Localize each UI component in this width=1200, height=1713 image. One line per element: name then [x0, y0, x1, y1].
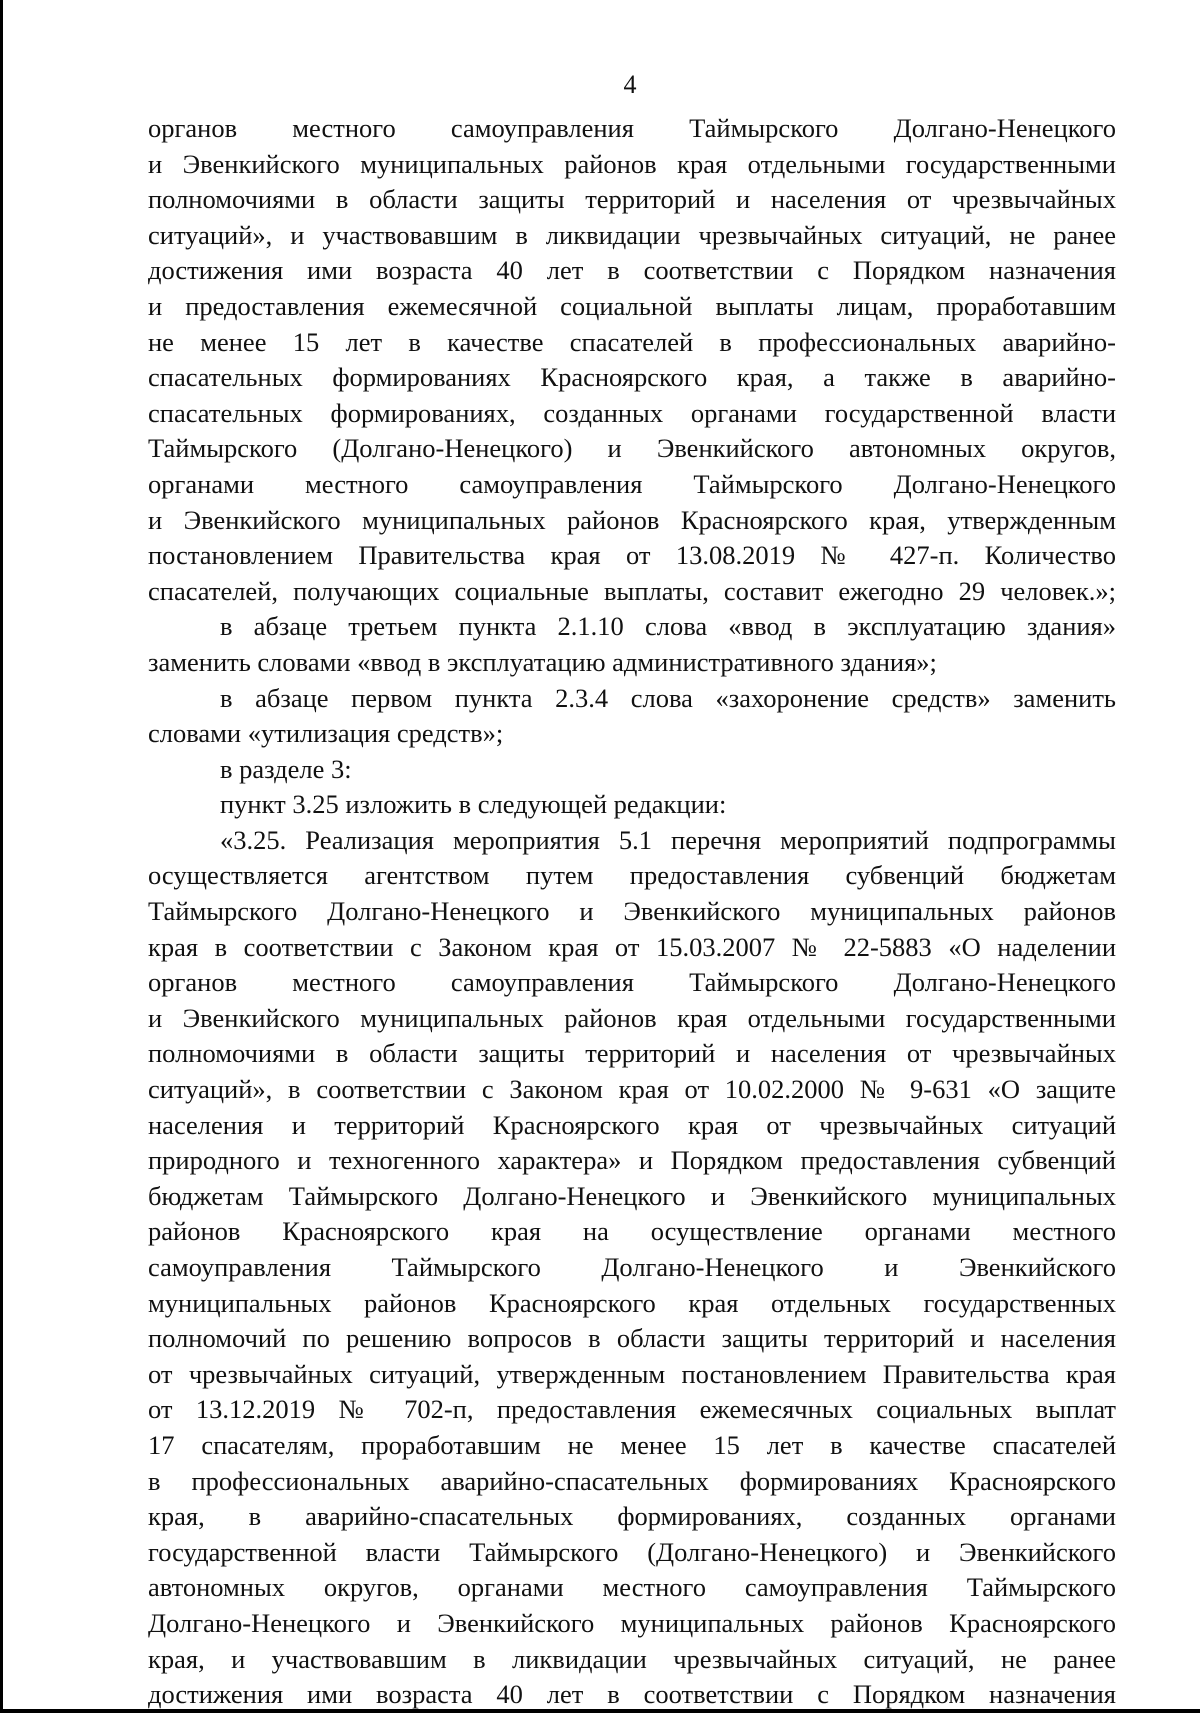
- text-line: края, в аварийно-спасательных формированиях, созданных органами: [148, 1501, 1116, 1532]
- text-line: и Эвенкийского муниципальных районов Красноярского края, утвержденным: [148, 504, 1116, 535]
- text-line: районов Красноярского края на осуществление органами местного: [148, 1216, 1116, 1247]
- text-line: органов местного самоуправления Таймырского Долгано-Ненецкого: [148, 113, 1116, 143]
- page-number: 4: [623, 70, 637, 99]
- text-line: постановлением Правительства края от 13.08.2019 № 427-п. Количество: [148, 540, 1116, 571]
- text-line: 17 спасателям, проработавшим не менее 15 лет в качестве спасателей: [148, 1429, 1116, 1460]
- text-line: и предоставления ежемесячной социальной выплаты лицам, проработавшим: [148, 290, 1116, 321]
- text-line: достижения ими возраста 40 лет в соответствии с Порядком назначения: [148, 255, 1116, 286]
- text-line: в абзаце третьем пункта 2.1.10 слова «ввод в эксплуатацию здания»: [220, 611, 1116, 642]
- text-line: и Эвенкийского муниципальных районов края отдельными государственными: [148, 148, 1116, 179]
- text-line: спасательных формированиях Красноярского края, а также в аварийно-: [148, 362, 1116, 393]
- text-line: ситуаций», и участвовавшим в ликвидации чрезвычайных ситуаций, не ранее: [148, 219, 1116, 250]
- text-line: в профессиональных аварийно-спасательных формированиях Красноярского: [148, 1465, 1116, 1496]
- text-line: в разделе 3:: [220, 753, 352, 784]
- text-line: полномочиями в области защиты территорий и населения от чрезвычайных: [148, 1038, 1116, 1069]
- text-line: ситуаций», в соответствии с Законом края от 10.02.2000 № 9-631 «О защите: [148, 1074, 1116, 1105]
- text-line: Таймырского Долгано-Ненецкого и Эвенкийского муниципальных районов: [148, 896, 1116, 927]
- text-line: от чрезвычайных ситуаций, утвержденным постановлением Правительства края: [148, 1358, 1116, 1389]
- text-line: «3.25. Реализация мероприятия 5.1 перечня мероприятий подпрограммы: [220, 824, 1116, 855]
- text-line: муниципальных районов Красноярского края отдельных государственных: [148, 1287, 1116, 1318]
- text-line: Таймырского (Долгано-Ненецкого) и Эвенкийского автономных округов,: [148, 433, 1116, 464]
- text-line: автономных округов, органами местного самоуправления Таймырского: [148, 1572, 1116, 1603]
- text-line: края, и участвовавшим в ликвидации чрезвычайных ситуаций, не ранее: [148, 1643, 1116, 1674]
- text-line: осуществляется агентством путем предоставления субвенций бюджетам: [148, 860, 1116, 891]
- text-line: в абзаце первом пункта 2.3.4 слова «захоронение средств» заменить: [220, 682, 1116, 713]
- text-line: от 13.12.2019 № 702-п, предоставления ежемесячных социальных выплат: [148, 1394, 1116, 1425]
- text-line: Долгано-Ненецкого и Эвенкийского муниципальных районов Красноярского: [148, 1607, 1116, 1638]
- text-line: достижения ими возраста 40 лет в соответствии с Порядком назначения: [148, 1679, 1116, 1710]
- text-line: не менее 15 лет в качестве спасателей в профессиональных аварийно-: [148, 326, 1116, 357]
- text-line: спасательных формированиях, созданных органами государственной власти: [148, 397, 1116, 428]
- text-line: органов местного самоуправления Таймырского Долгано-Ненецкого: [148, 967, 1116, 998]
- text-line: природного и техногенного характера» и Порядком предоставления субвенций: [148, 1145, 1116, 1176]
- text-line: заменить словами «ввод в эксплуатацию административного здания»;: [148, 646, 937, 677]
- text-line: пункт 3.25 изложить в следующей редакции:: [220, 789, 727, 820]
- text-line: полномочиями в области защиты территорий и населения от чрезвычайных: [148, 184, 1116, 215]
- text-line: населения и территорий Красноярского края от чрезвычайных ситуаций: [148, 1109, 1116, 1140]
- text-line: словами «утилизация средств»;: [148, 718, 504, 749]
- text-line: бюджетам Таймырского Долгано-Ненецкого и Эвенкийского муниципальных: [148, 1180, 1116, 1211]
- scan-left-edge: [0, 0, 3, 1713]
- document-body: [148, 111, 1116, 1713]
- text-line: полномочий по решению вопросов в области защиты территорий и населения: [148, 1323, 1116, 1354]
- text-line: государственной власти Таймырского (Долгано-Ненецкого) и Эвенкийского: [148, 1536, 1116, 1567]
- text-line: края в соответствии с Законом края от 15.03.2007 № 22-5883 «О наделении: [148, 931, 1116, 962]
- text-line: спасателей, получающих социальные выплаты, составит ежегодно 29 человек.»;: [148, 575, 1116, 606]
- text-line: органами местного самоуправления Таймырского Долгано-Ненецкого: [148, 468, 1116, 499]
- text-line: и Эвенкийского муниципальных районов края отдельными государственными: [148, 1002, 1116, 1033]
- text-line: самоуправления Таймырского Долгано-Ненецкого и Эвенкийского: [148, 1252, 1116, 1282]
